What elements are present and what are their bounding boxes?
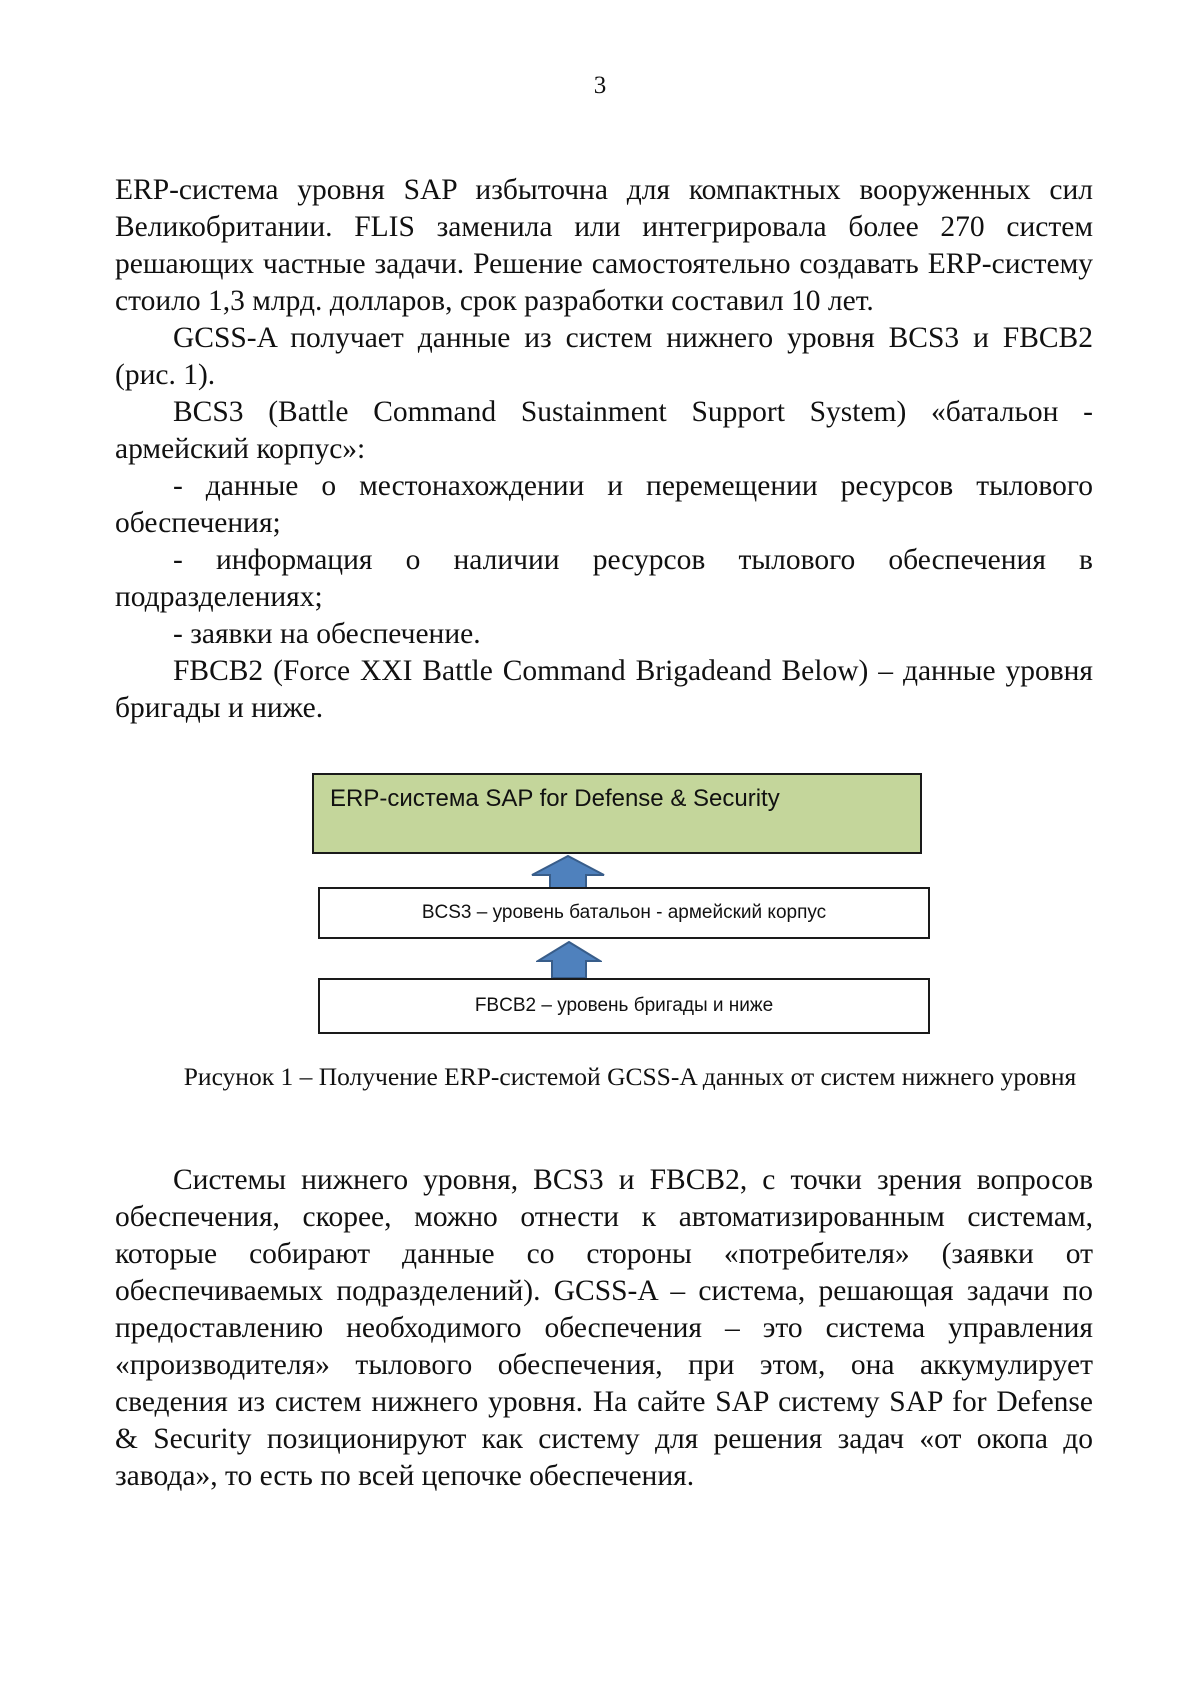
- figure-caption: Рисунок 1 – Получение ERP-системой GCSS-A данных от систем нижнего уровня: [183, 1062, 1077, 1091]
- arrow-up-icon: [530, 855, 606, 889]
- paragraph-fbcb2: FBCB2 (Force XXI Battle Command Brigadeand Below) – данные уровня бригады и ниже.: [115, 655, 1093, 724]
- arrow-up-icon: [536, 941, 602, 979]
- list-item-location: - данные о местонахождении и перемещении ресурсов тылового обеспечения;: [115, 470, 1093, 539]
- arrow-up-shape: [538, 942, 600, 978]
- paragraph-gcss-a: GCSS-A получает данные из систем нижнего уровня BCS3 и FBCB2 (рис. 1).: [115, 322, 1093, 391]
- paragraph-erp-uk: ERP-система уровня SAP избыточна для компактных вооруженных сил Великобритании. FLIS заменила или интегрировала более 270 систем решающих частные задачи. Решение самостоятельно создавать ERP-систему стоило 1,3 млрд. долларов, срок разработки составил 10 лет.: [115, 174, 1093, 317]
- paragraph-bcs3-intro: BCS3 (Battle Command Sustainment Support System) «батальон - армейский корпус»:: [115, 396, 1093, 465]
- arrow-up-shape: [532, 856, 604, 888]
- erp-system-box: ERP-система SAP for Defense & Security: [312, 773, 922, 854]
- list-item-requests: - заявки на обеспечение.: [173, 618, 481, 650]
- text-block-bottom: [115, 1162, 1093, 1495]
- page-number: 3: [593, 72, 607, 99]
- bcs3-box: BCS3 – уровень батальон - армейский корпус: [318, 887, 930, 939]
- list-item-availability: - информация о наличии ресурсов тылового обеспечения в подразделениях;: [115, 544, 1093, 613]
- text-block-top: [115, 172, 1093, 727]
- paragraph-lower-systems: Системы нижнего уровня, BCS3 и FBCB2, с точки зрения вопросов обеспечения, скорее, можно отнести к автоматизированным системам, которые собирают данные со стороны «потребителя» (заявки от обеспечиваемых подразделений). GCSS-A – система, решающая задачи по предоставлению необходимого обеспечения – это система управления «производителя» тылового обеспечения, при этом, она аккумулирует сведения из систем нижнего уровня. На сайте SAP систему SAP for Defense & Security позиционируют как систему для решения задач «от окопа до завода», то есть по всей цепочке обеспечения.: [115, 1164, 1093, 1492]
- fbcb2-box: FBCB2 – уровень бригады и ниже: [318, 978, 930, 1034]
